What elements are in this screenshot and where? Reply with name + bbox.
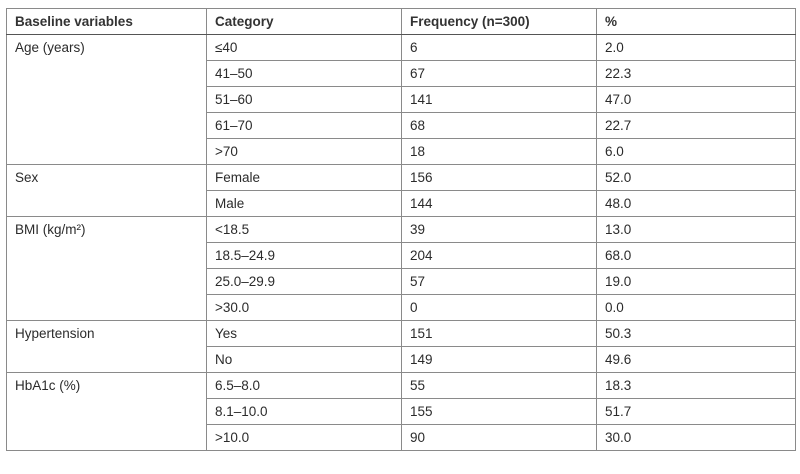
header-frequency: Frequency (n=300): [402, 9, 597, 35]
header-row: [7, 9, 796, 35]
baseline-characteristics-table: [6, 8, 796, 451]
frequency-cell: 151: [402, 321, 597, 347]
frequency-cell: 6: [402, 35, 597, 61]
percent-cell: 0.0: [597, 295, 796, 321]
frequency-cell: 149: [402, 347, 597, 373]
table-row: [7, 217, 796, 243]
frequency-cell: 55: [402, 373, 597, 399]
category-cell: 61–70: [207, 113, 402, 139]
table-body: [7, 35, 796, 451]
percent-cell: 2.0: [597, 35, 796, 61]
category-cell: 8.1–10.0: [207, 399, 402, 425]
table-row: [7, 165, 796, 191]
percent-cell: 22.3: [597, 61, 796, 87]
frequency-cell: 0: [402, 295, 597, 321]
table-row: [7, 321, 796, 347]
table-row: [7, 35, 796, 61]
category-cell: 6.5–8.0: [207, 373, 402, 399]
category-cell: Female: [207, 165, 402, 191]
category-cell: 25.0–29.9: [207, 269, 402, 295]
variable-cell: Hypertension: [7, 321, 207, 373]
category-cell: 18.5–24.9: [207, 243, 402, 269]
percent-cell: 6.0: [597, 139, 796, 165]
percent-cell: 19.0: [597, 269, 796, 295]
table-row: [7, 373, 796, 399]
variable-cell: BMI (kg/m²): [7, 217, 207, 321]
variable-cell: Sex: [7, 165, 207, 217]
category-cell: Male: [207, 191, 402, 217]
frequency-cell: 39: [402, 217, 597, 243]
frequency-cell: 144: [402, 191, 597, 217]
percent-cell: 68.0: [597, 243, 796, 269]
percent-cell: 51.7: [597, 399, 796, 425]
table-header: [7, 9, 796, 35]
frequency-cell: 204: [402, 243, 597, 269]
frequency-cell: 141: [402, 87, 597, 113]
percent-cell: 52.0: [597, 165, 796, 191]
category-cell: 41–50: [207, 61, 402, 87]
frequency-cell: 57: [402, 269, 597, 295]
category-cell: <18.5: [207, 217, 402, 243]
category-cell: 51–60: [207, 87, 402, 113]
table-container: [6, 8, 796, 451]
frequency-cell: 18: [402, 139, 597, 165]
variable-cell: HbA1c (%): [7, 373, 207, 451]
category-cell: >70: [207, 139, 402, 165]
frequency-cell: 156: [402, 165, 597, 191]
category-cell: No: [207, 347, 402, 373]
category-cell: Yes: [207, 321, 402, 347]
header-percent: %: [597, 9, 796, 35]
frequency-cell: 68: [402, 113, 597, 139]
category-cell: >10.0: [207, 425, 402, 451]
percent-cell: 49.6: [597, 347, 796, 373]
variable-cell: Age (years): [7, 35, 207, 165]
category-cell: >30.0: [207, 295, 402, 321]
frequency-cell: 67: [402, 61, 597, 87]
percent-cell: 48.0: [597, 191, 796, 217]
header-baseline-variables: Baseline variables: [7, 9, 207, 35]
percent-cell: 30.0: [597, 425, 796, 451]
header-category: Category: [207, 9, 402, 35]
frequency-cell: 155: [402, 399, 597, 425]
category-cell: ≤40: [207, 35, 402, 61]
percent-cell: 22.7: [597, 113, 796, 139]
percent-cell: 13.0: [597, 217, 796, 243]
frequency-cell: 90: [402, 425, 597, 451]
percent-cell: 50.3: [597, 321, 796, 347]
percent-cell: 47.0: [597, 87, 796, 113]
percent-cell: 18.3: [597, 373, 796, 399]
